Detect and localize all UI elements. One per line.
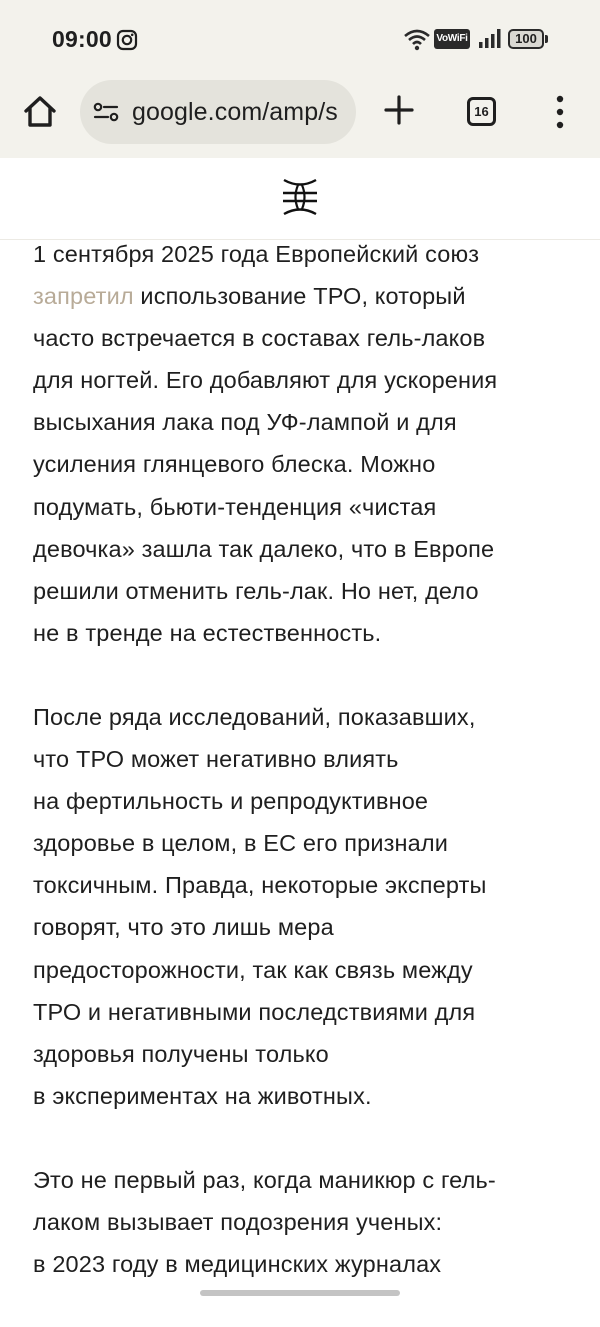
text-span: девочка» зашла так далеко, что в Европе [33,535,495,562]
site-logo-icon[interactable] [281,177,319,217]
status-time: 09:00 [52,26,112,52]
vowifi-badge: VoWiFi [434,29,470,49]
text-line [33,780,573,822]
site-settings-icon[interactable] [92,100,120,124]
text-span: высыхания лака под УФ-лампой и для [33,409,457,436]
text-line [33,991,573,1033]
text-span: 1 сентября 2025 года Европейский союз [33,241,480,267]
text-line [33,1075,573,1117]
text-line [33,1243,573,1285]
text-line [33,906,573,948]
text-line [33,738,573,780]
text-span: здоровье в целом, в ЕС его признали [33,830,449,857]
text-line [33,443,573,485]
browser-chrome [0,0,600,158]
text-span: что ТРО может негативно влиять [33,746,399,773]
text-line [33,1201,573,1243]
text-span: здоровья получены только [33,1040,329,1067]
text-span: предосторожности, так как связь между [33,956,473,983]
text-span: токсичным. Правда, некоторые эксперты [33,872,487,899]
article-link[interactable]: запретил [33,283,134,310]
text-span: использование ТРО, который [133,283,466,310]
text-line [33,864,573,906]
wifi-icon [403,27,431,51]
text-line [33,528,573,570]
text-span: лаком вызывает подозрения ученых: [33,1208,443,1235]
text-line [33,949,573,991]
text-span: на фертильность и репродуктивное [33,788,429,815]
text-line [33,401,573,443]
text-line [33,1033,573,1075]
url-text[interactable]: google.com/amp/s [132,98,338,126]
text-span: усиления глянцевого блеска. Можно [33,451,436,478]
text-line [33,1159,573,1201]
article-paragraph [33,696,573,1117]
text-span: не в тренде на естественность. [33,619,382,646]
gesture-navigation-bar[interactable] [200,1290,400,1296]
text-line [33,486,573,528]
text-span: в экспериментах на животных. [33,1082,372,1109]
text-span: в 2023 году в медицинских журналах [33,1251,442,1278]
text-span: ТРО и негативными последствиями для [33,998,476,1025]
text-line [33,317,573,359]
text-line [33,233,573,275]
home-icon[interactable] [20,92,60,132]
text-span: часто встречается в составах гель-лаков [33,325,486,352]
text-span: подумать, бьюти-тенденция «чистая [33,493,437,520]
text-line [33,570,573,612]
article-paragraph [33,1159,573,1285]
text-line [33,359,573,401]
new-tab-plus-icon[interactable] [383,94,415,126]
battery-icon: 100 [508,29,544,49]
text-span: для ногтей. Его добавляют для ускорения [33,367,498,394]
status-bar [0,0,600,78]
menu-dots-icon[interactable] [552,94,568,130]
instagram-icon [116,29,138,51]
text-line [33,822,573,864]
battery-tip [545,35,548,43]
text-line [33,612,573,654]
text-line [33,696,573,738]
article-paragraph [33,233,573,654]
article-body [33,233,573,1327]
text-span: говорят, что это лишь мера [33,914,334,941]
address-bar[interactable] [80,80,356,144]
text-span: Это не первый раз, когда маникюр с гель- [33,1166,496,1193]
text-span: После ряда исследований, показавших, [33,703,476,730]
text-span: решили отменить гель-лак. Но нет, дело [33,577,479,604]
tabs-icon[interactable]: 16 [467,97,496,126]
text-line [33,275,573,317]
signal-icon [478,27,504,49]
